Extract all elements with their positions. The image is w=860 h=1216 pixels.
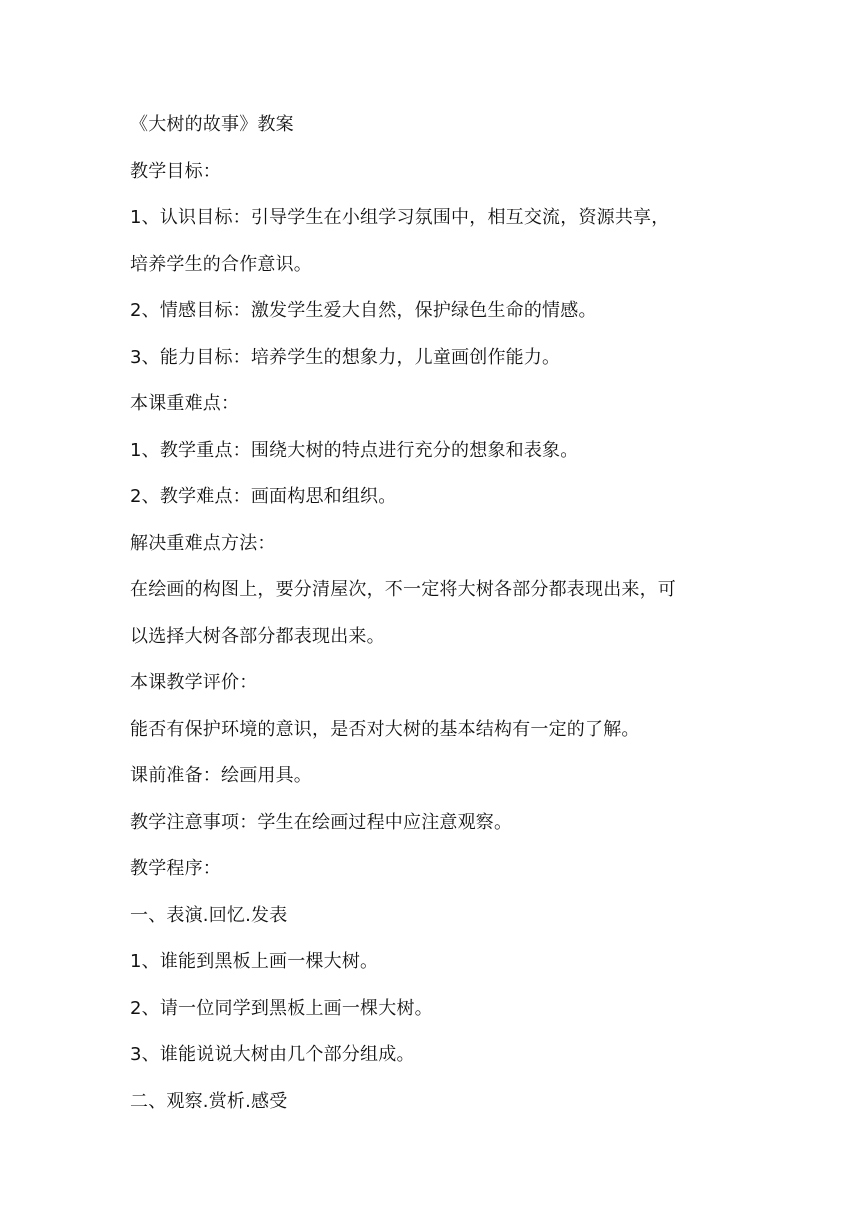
procedure-step-1-item-1: 1、谁能到黑板上画一棵大树。 <box>130 951 379 972</box>
document-body <box>130 112 740 1135</box>
goal-item-1: 1、认识目标：引导学生在小组学习氛围中，相互交流，资源共享， <box>130 207 670 228</box>
goal-item-3: 3、能力目标：培养学生的想象力，儿童画创作能力。 <box>130 346 561 368</box>
notes-line: 教学注意事项：学生在绘画过程中应注意观察。 <box>130 811 513 833</box>
key-point-item-2: 2、教学难点：画面构思和组织。 <box>130 486 397 507</box>
evaluation-paragraph: 能否有保护环境的意识，是否对大树的基本结构有一定的了解。 <box>130 718 640 740</box>
procedure-step-1-item-3: 3、谁能说说大树由几个部分组成。 <box>130 1044 415 1065</box>
section-heading-key-points: 本课重难点： <box>130 393 240 414</box>
goal-item-1-continued: 培养学生的合作意识。 <box>130 253 312 275</box>
goal-item-2: 2、情感目标：激发学生爱大自然，保护绿色生命的情感。 <box>130 300 597 321</box>
section-heading-procedure: 教学程序： <box>130 858 221 879</box>
document-title: 《大树的故事》教案 <box>130 114 294 135</box>
procedure-step-1-heading: 一、表演.回忆.发表 <box>130 904 288 926</box>
key-point-item-1: 1、教学重点：围绕大树的特点进行充分的想象和表象。 <box>130 439 579 461</box>
procedure-step-2-heading: 二、观察.赏析.感受 <box>130 1090 288 1112</box>
procedure-step-1-item-2: 2、请一位同学到黑板上画一棵大树。 <box>130 997 433 1019</box>
methods-paragraph: 在绘画的构图上，要分清屋次，不一定将大树各部分都表现出来，可 <box>130 579 676 600</box>
section-heading-evaluation: 本课教学评价： <box>130 672 258 693</box>
section-heading-methods: 解决重难点方法： <box>130 532 276 554</box>
preparation-line: 课前准备：绘画用具。 <box>130 765 312 786</box>
methods-paragraph-continued: 以选择大树各部分都表现出来。 <box>130 625 385 647</box>
section-heading-teaching-goals: 教学目标： <box>130 160 221 182</box>
